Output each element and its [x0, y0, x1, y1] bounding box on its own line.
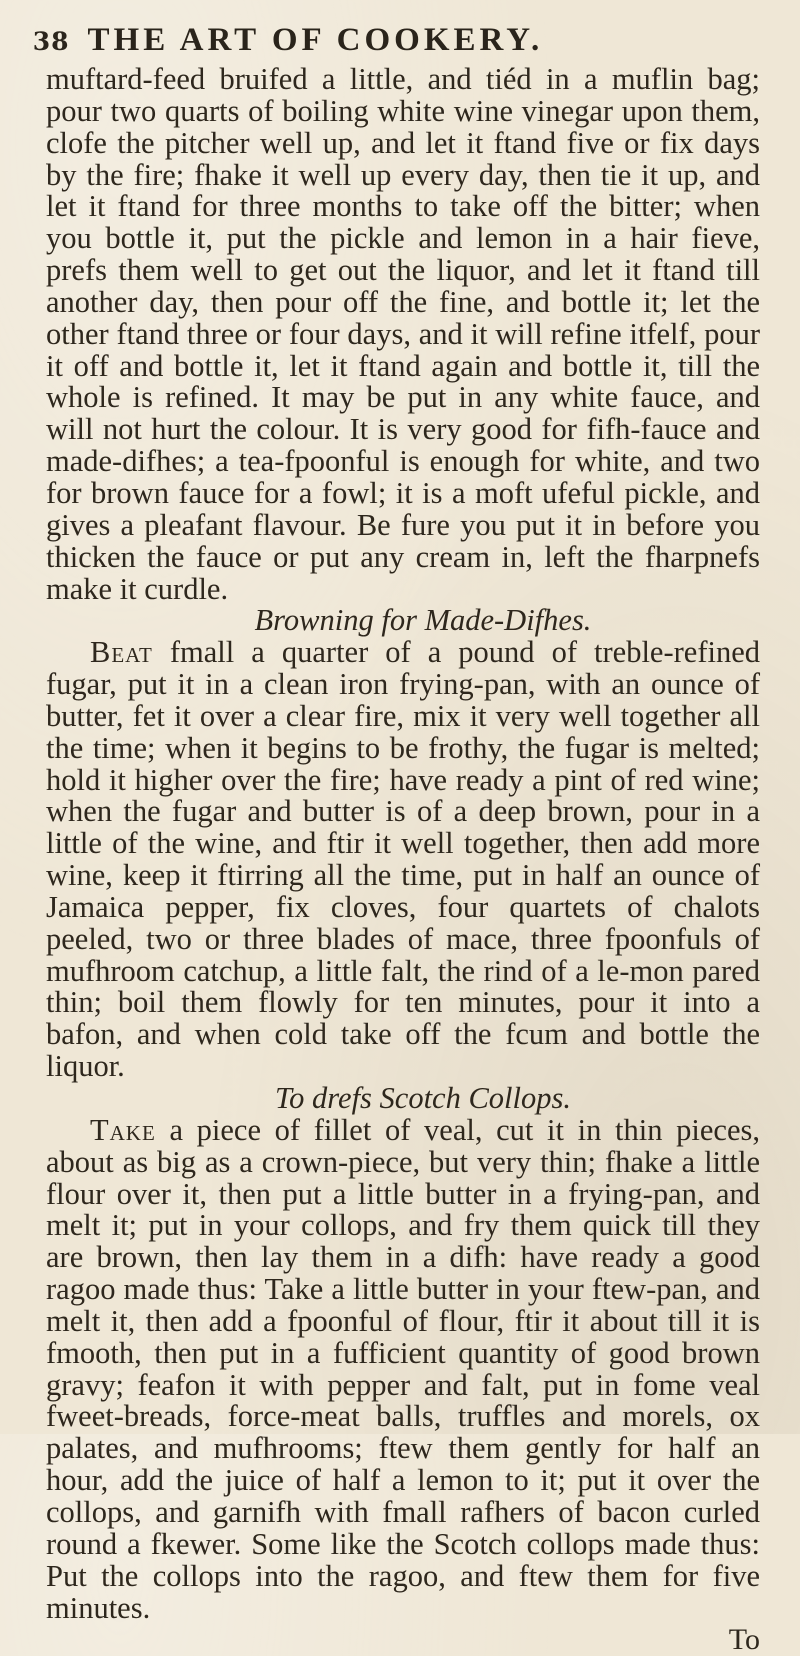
paragraph-continuation: muftard-feed bruifed a little, and tiéd in a muflin bag; pour two quarts of boiling white wine vinegar upon them, clofe the pitcher well up, and let it ftand five or fix days by the fire; fhake it well up every day, then tie it up, and let it ftand for three months to take off the bitter; when you bottle it, put the pickle and lemon in a hair fieve, prefs them well to get out the liquor, and let it ftand till another day, then pour off the fine, and bottle it; let the other ftand three or four days, and it will refine itfelf, pour it off and bottle it, let it ftand again and bottle it, till the whole is refined. It may be put in any white fauce, and will not hurt the colour. It is very good for fifh-fauce and made-difhes; a tea-fpoonful is enough for white, and two for brown fauce for a fowl; it is a moft ufeful pickle, and gives a pleafant flavour. Be fure you put it in before you thicken the fauce or put any cream in, left the fharpnefs make it curdle.: [46, 62, 760, 606]
scotch-collops-recipe-text: a piece of fillet of veal, cut it in thin pieces, about as big as a crown-piece, but very thin; fhake a little flour over it, then put a little butter in a frying-pan, and melt it; put in your collops, and fry them quick till they are brown, then lay them in a difh: have ready a good ragoo made thus: Take a little butter in your ftew-pan, and melt it, then add a fpoonful of flour, ftir it about till it is fmooth, then put in a fufficient quantity of good brown gravy; feafon it with pepper and falt, put in fome veal fweet-breads, force-meat balls, truffles and morels, ox palates, and mufhrooms; ftew them gently for half an hour, add the juice of half a lemon to it; put it over the collops, and garnifh with fmall rafhers of bacon curled round a fkewer. Some like the Scotch collops made thus: Put the collops into the ragoo, and ftew them for five minutes.: [46, 1112, 760, 1625]
lead-word-beat: Beat: [90, 635, 153, 670]
book-title: THE ART OF COOKERY.: [87, 22, 544, 58]
running-head: [0, 22, 760, 64]
heading-browning-word: Browning: [254, 603, 374, 638]
heading-browning-rest: for Made-Difhes.: [373, 603, 592, 638]
paragraph-browning-recipe: [46, 637, 760, 1083]
section-heading-scotch-collops: To drefs Scotch Collops.: [275, 1081, 571, 1115]
browning-recipe-text: fmall a quarter of a pound of treble-refined fugar, put it in a clean iron frying-pan, with an ounce of butter, fet it over a clear fire, mix it very well together all the time; when it begins to be frothy, the fugar is melted; hold it higher over the fire; have ready a pint of red wine; when the fugar and butter is of a deep brown, pour in a little of the wine, and ftir it well together, then add more wine, keep it ftirring all the time, put in half an ounce of Jamaica pepper, fix cloves, four quartets of chalots peeled, two or three blades of mace, three fpoonfuls of mufhroom catchup, a little falt, the rind of a le-mon pared thin; boil them flowly for ten minutes, pour it into a bafon, and when cold take off the fcum and bottle the liquor.: [46, 635, 760, 1084]
lead-word-take: Take: [90, 1112, 156, 1147]
catchword: To: [728, 1623, 760, 1656]
page-number: 38: [32, 27, 70, 56]
paragraph-scotch-collops-recipe: [46, 1112, 760, 1625]
section-heading-browning: [46, 605, 760, 637]
